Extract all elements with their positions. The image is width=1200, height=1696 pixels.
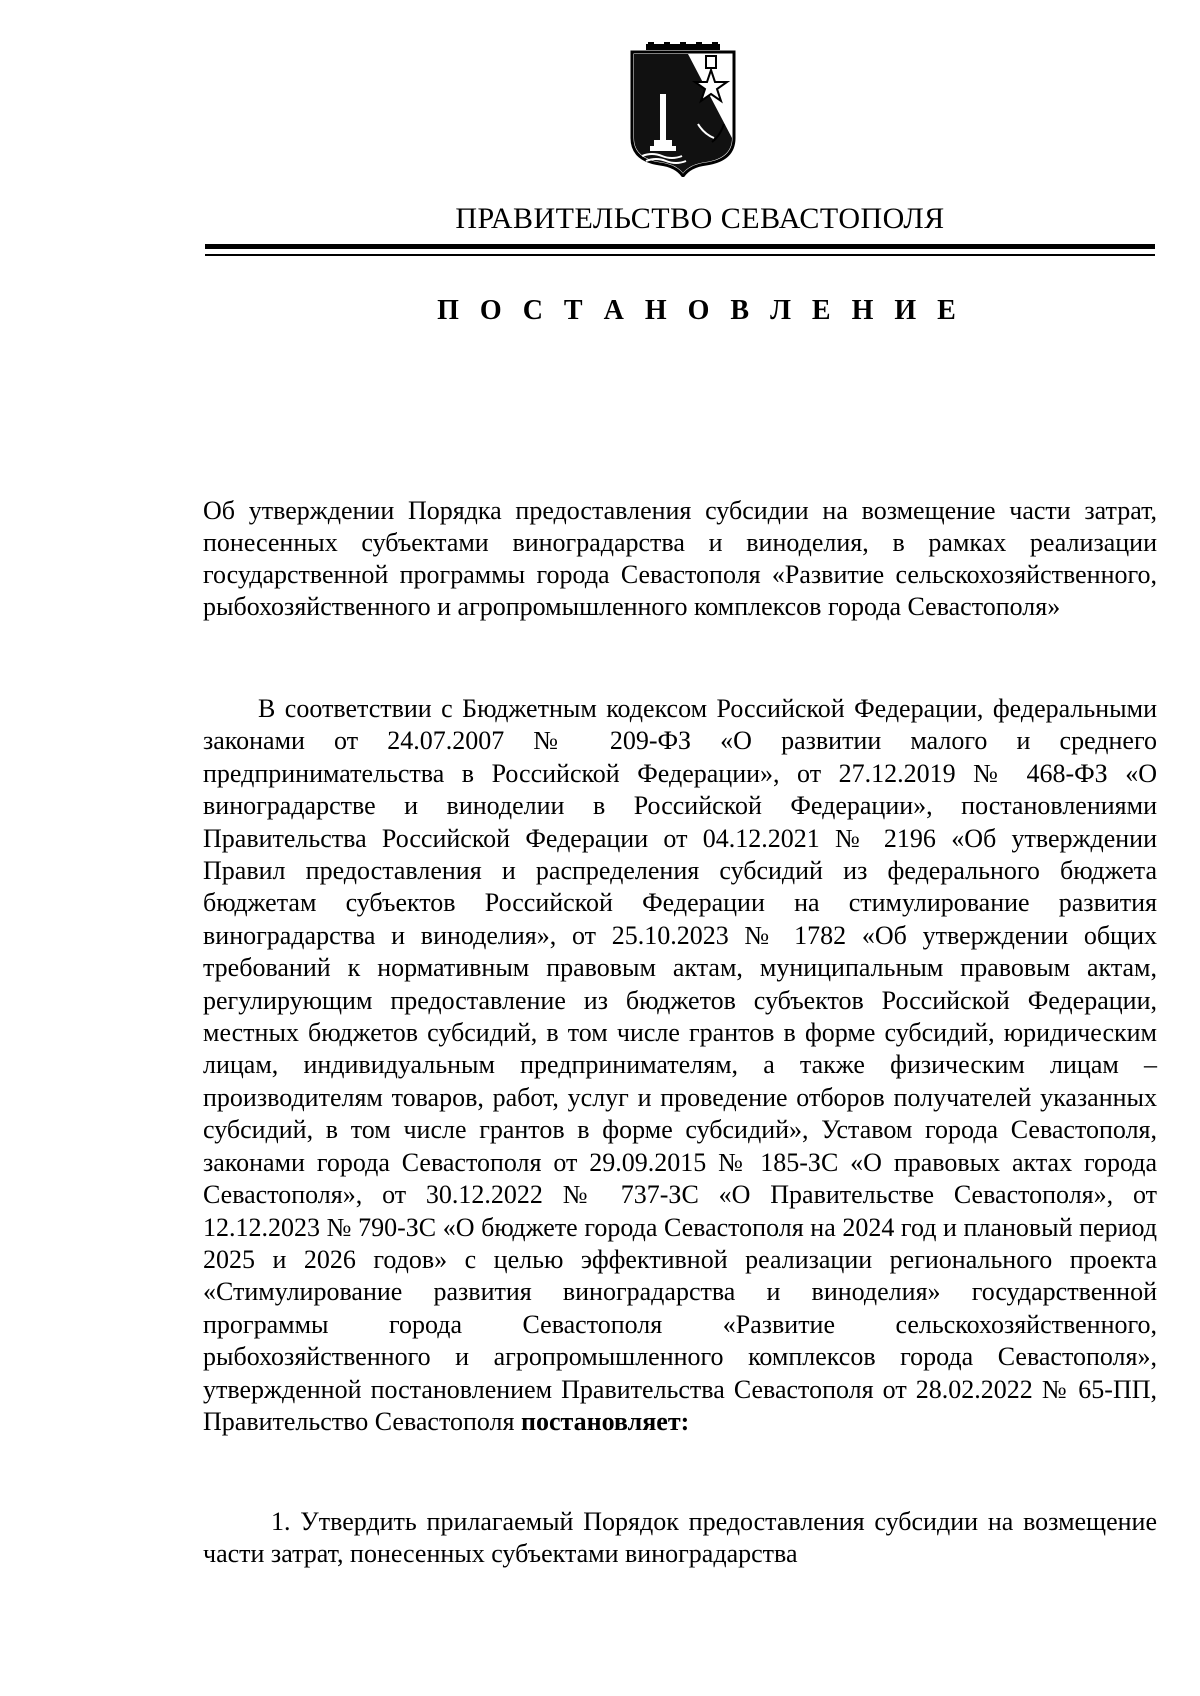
document-type-title: П О С Т А Н О В Л Е Н И Е xyxy=(437,295,963,326)
header-rule-thick xyxy=(205,244,1155,249)
item-1-text: Утвердить прилагаемый Порядок предоставления субсидии на возмещение части затрат, понесенных субъектами виноградарства xyxy=(203,1507,1157,1568)
header-rule-thin xyxy=(205,254,1155,256)
government-name: ПРАВИТЕЛЬСТВО СЕВАСТОПОЛЯ xyxy=(455,202,945,235)
item-1-number: 1. xyxy=(271,1507,291,1536)
resolves-word: постановляет: xyxy=(520,1406,690,1436)
preamble-text: В соответствии с Бюджетным кодексом Российской Федерации, федеральными законами от 24.07.2007 № 209-ФЗ «О развитии малого и среднего предпринимательства в Российской Федерации», от 27.12.2019 № 468-ФЗ «О виноградарстве и виноделии в Российской Федерации», постановлениями Правительства Российской Федерации от 04.12.2021 № 2196 «Об утверждении Правил предоставления и распределения субсидий из федерального бюджета бюджетам субъектов Российской Федерации на стимулирование развития виноградарства и виноделия», от 25.10.2023 № 1782 «Об утверждении общих требований к нормативным правовым актам, муниципальным правовым актам, регулирующим предоставление из бюджетов субъектов Российской Федерации, местных бюджетов субсидий, в том числе грантов в форме субсидий, юридическим лицам, индивидуальным предпринимателям, а также физическим лицам – производителям товаров, работ, услуг и проведение отборов получателей указанных субсидий, в том числе грантов в форме субсидий», Уставом города Севастополя, законами города Севастополя от 29.09.2015 № 185-ЗС «О правовых актах города Севастополя», от 30.12.2022 № 737-ЗС «О Правительстве Севастополя», от 12.12.2023 № 790-ЗС «О бюджете города Севастополя на 2024 год и плановый период 2025 и 2026 годов» с целью эффективной реализации регионального проекта «Стимулирование развития виноградарства и виноделия» государственной программы города Севастополя «Развитие сельскохозяйственного, рыбохозяйственного и агропромышленного комплексов города Севастополя», утвержденной постановлением Правительства Севастополя от 28.02.2022 № 65-ПП, Правительство Севастополя xyxy=(203,694,1157,1436)
resolution-subject: Об утверждении Порядка предоставления субсидии на возмещение части затрат, понесенных субъектами виноградарства и виноделия, в рамках реализации государственной программы города Севастополя «Развитие сельскохозяйственного, рыбохозяйственного и агропромышленного комплексов города Севастополя» xyxy=(203,496,1157,621)
item-1-paragraph xyxy=(203,1506,1157,1570)
coat-of-arms-icon xyxy=(628,42,738,177)
preamble-paragraph xyxy=(203,693,1157,1438)
